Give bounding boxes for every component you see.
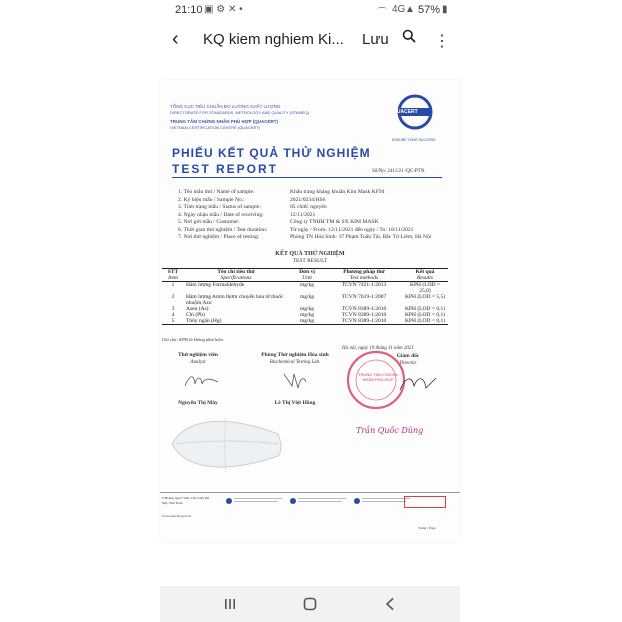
org-en: DIRECTORATE FOR STANDARDS, METROLOGY AND QUALITY (STAMEQ)	[170, 110, 309, 115]
sig-lab-subtitle: Biochemical Testing Lab.	[269, 360, 321, 365]
report-number: Số/No: 2411/21 /QC-PTN.	[372, 169, 426, 174]
sig-director-subtitle: Director	[399, 361, 417, 366]
stamp-text: TRUNG TÂM CHỨNG NHẬN PHÙ HỢP	[358, 372, 399, 382]
table-note: Ghi chú: KPH là không phát hiện.	[162, 337, 224, 342]
home-icon[interactable]	[303, 597, 317, 611]
search-icon[interactable]	[402, 29, 416, 43]
clock: 21:10	[175, 4, 203, 16]
battery-level: 57%	[418, 4, 441, 16]
footer-rule	[160, 492, 460, 493]
org-vn: TỔNG CỤC TIÊU CHUẨN ĐO LƯỜNG CHẤT LƯỢNG	[170, 104, 281, 109]
table-header-row: STT Item Tên chỉ tiêu thử Specifications Đơn vị Unit Phương pháp thử Test methods Kết quả Results	[162, 269, 448, 282]
table-row: 4 Chì (Pb) mg/kg TCVN 8389-1:2010 KPH (LOD = 0,1)	[171, 312, 446, 318]
analyst-signature-icon	[182, 370, 222, 392]
sig-director-title: Giám đốc	[396, 353, 420, 359]
network-label: 4G	[392, 4, 406, 15]
field-row: 7. Nơi thử nghiệm / Place of testing: Phòng TN Hóa Sinh- 37 Phạm Tuấn Tài, Bắc Từ Liêm, Hà Nội	[178, 234, 432, 240]
title-rule	[172, 177, 442, 178]
status-bar	[0, 0, 622, 22]
results-table	[162, 268, 448, 325]
centre-en: VIETNAM CERTIFICATION CENTRE (QUACERT)	[170, 125, 261, 130]
product-mask-image	[166, 410, 286, 478]
analyst-name: Nguyễn Thị Mây	[178, 400, 218, 406]
field-row: 1. Tên mẫu thử / Name of sample: Khẩu trang kháng khuẩn Kim Mask KF94	[178, 189, 385, 195]
footer-address: 8 Hoàng Quốc Việt, Cầu Giấy Hà Nội, Việt Nam	[162, 496, 210, 505]
table-row: 3 Asen (As) mg/kg TCVN 8389-1:2010 KPH (LOD = 0,1)	[171, 306, 446, 312]
logo-text: QUACERT	[393, 109, 418, 115]
footer-stamp-box	[404, 496, 446, 508]
field-row: 5. Nơi gửi mẫu / Customer: Công ty TNHH TM & SX KIM MASK	[178, 219, 379, 225]
app-bar	[0, 22, 622, 58]
sig-analyst-subtitle: Analyst	[190, 360, 206, 365]
report-title-vn: PHIẾU KẾT QUẢ THỬ NGHIỆM	[172, 146, 371, 160]
sig-analyst-title: Thử nghiệm viên	[178, 352, 218, 358]
system-nav-bar	[160, 586, 460, 622]
file-title: KQ kiem nghiem Ki...	[203, 31, 344, 48]
back-nav-icon[interactable]	[384, 597, 396, 611]
report-title-en: TEST REPORT	[172, 162, 279, 176]
lab-signature-icon	[280, 368, 310, 394]
document-page[interactable]	[160, 80, 460, 542]
issue-date: Hà nội, ngày 19 tháng 11 năm 2021	[342, 346, 414, 351]
sample-fields	[178, 189, 432, 242]
field-row: 4. Ngày nhận mẫu / Date of receiving: 12/11/2021	[178, 211, 316, 218]
page-label: Trang / Page	[418, 526, 436, 530]
table-row: 5 Thủy ngân (Hg) mg/kg TCVN 8389-1:2010 KPH (LOD = 0,1)	[162, 318, 448, 325]
battery-icon: ▮	[442, 4, 448, 15]
notification-icons: ▣ ⚙ ✕ •	[204, 4, 243, 15]
back-icon[interactable]: ‹	[172, 28, 179, 50]
lab-head-name: Lê Thị Việt Hồng	[274, 400, 316, 406]
director-name: Trần Quốc Dũng	[356, 426, 424, 435]
footer-website: www.quacert.gov.vn	[162, 514, 191, 518]
signal-icon: ▲	[405, 4, 415, 15]
result-heading-en: TEST RESULT	[292, 258, 328, 264]
centre-vn: TRUNG TÂM CHỨNG NHẬN PHÙ HỢP (QUACERT)	[170, 119, 278, 124]
wifi-icon: ⌒	[377, 8, 387, 19]
table-row: 2 Hàm lượng Amin thơm chuyển hóa từ thuốc nhuộm Azo mg/kg TCVN 7619-1:2007 KPH (LOD = 5,5)	[171, 294, 446, 306]
result-heading-vn: KẾT QUẢ THỬ NGHIỆM	[275, 251, 345, 257]
field-row: 2. Ký hiệu mẫu / Sample No.: 2021/0234/HS6	[178, 196, 326, 203]
table-row: 1 Hàm lượng Formaldehyde mg/kg TCVN 7421-1:2013 KPH (LOD = 25,0)	[171, 282, 440, 294]
quacert-logo-icon	[390, 94, 440, 138]
save-button[interactable]: Lưu	[362, 31, 389, 48]
director-signature-icon	[396, 370, 440, 398]
sig-lab-title: Phòng Thử nghiệm Hóa sinh	[261, 352, 329, 358]
field-row: 3. Tình trạng mẫu / Status of sample: 05 chiếc nguyên	[178, 204, 327, 210]
field-row: 6. Thời gian thử nghiệm / Test duration: Từ ngày / From: 12/11/2021 đến ngày / To: 18/11/2021	[178, 226, 414, 233]
more-options-icon[interactable]: ⋮	[434, 33, 450, 50]
recent-apps-icon[interactable]	[224, 598, 236, 610]
logo-tagline: ENSURE YOUR SUCCESS	[392, 138, 436, 142]
